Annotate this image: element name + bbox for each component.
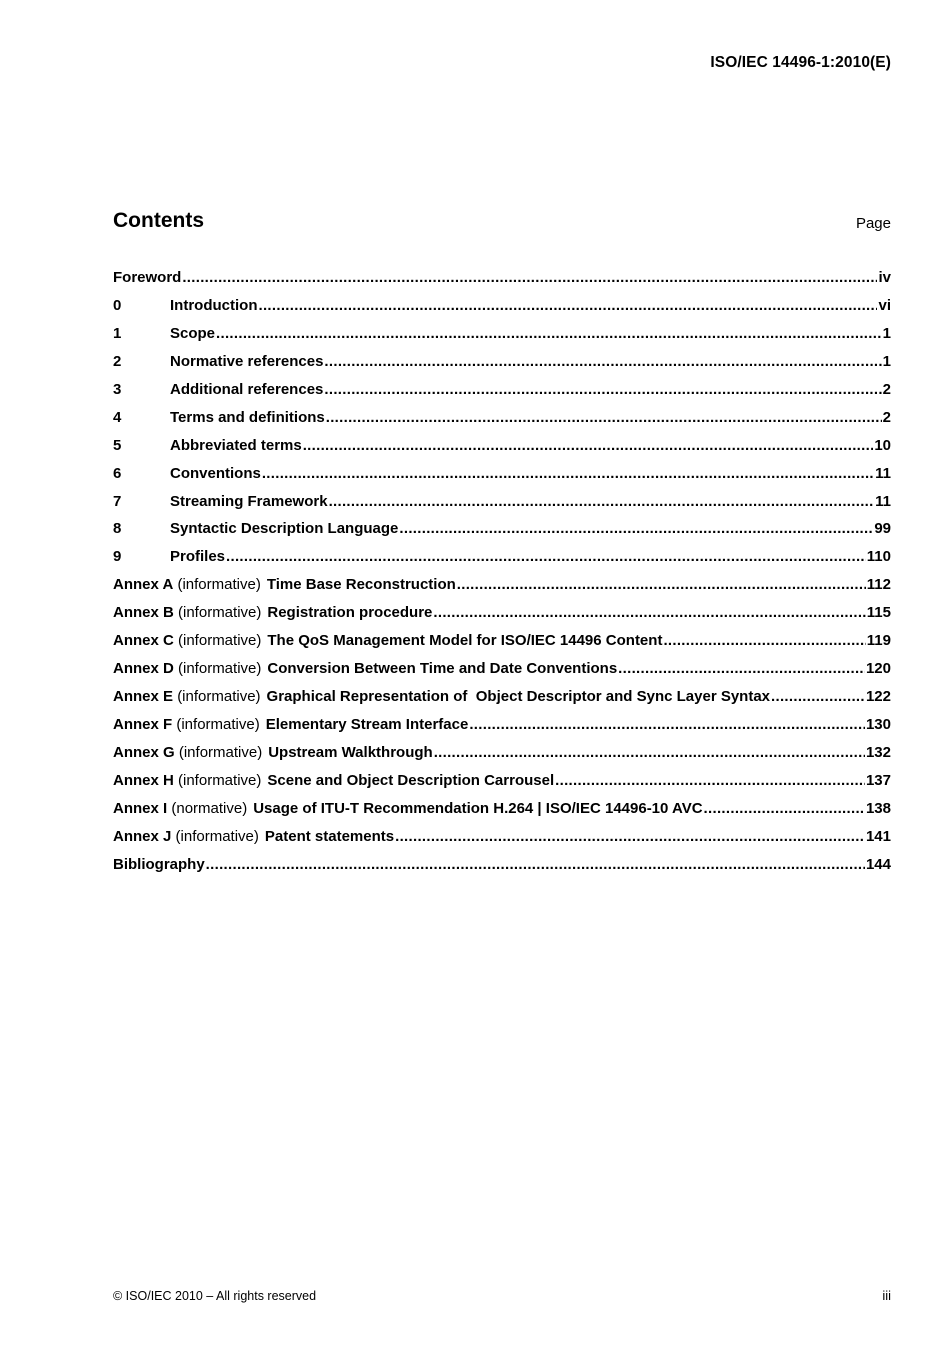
annex-kind: (informative) xyxy=(178,632,262,650)
toc-entry-page: 115 xyxy=(866,604,891,622)
toc-entry-number: 0 xyxy=(113,296,122,314)
toc-entry-page: 99 xyxy=(874,520,891,538)
annex-title: Upstream Walkthrough xyxy=(268,743,433,761)
dot-leader xyxy=(433,603,865,623)
dot-leader xyxy=(216,324,882,344)
toc-entry-label: Profiles xyxy=(170,548,226,566)
dot-leader xyxy=(182,268,877,288)
toc-entry-label: Terms and definitions xyxy=(170,408,325,426)
annex-title: Graphical Representation of Object Descriptor and Sync Layer Syntax xyxy=(266,688,771,706)
copyright-notice: © ISO/IEC 2010 – All rights reserved xyxy=(113,1289,317,1303)
toc-entry-conventions[interactable] xyxy=(113,464,891,492)
toc-entry-page: 2 xyxy=(882,380,891,398)
annex-kind: (informative) xyxy=(177,688,261,706)
toc-entry-number: 5 xyxy=(113,436,122,454)
toc-entry-number: 9 xyxy=(113,548,122,566)
dot-leader xyxy=(324,352,881,372)
annex-kind: (informative) xyxy=(178,660,262,678)
toc-entry-annex-f[interactable] xyxy=(113,715,891,743)
standard-reference: ISO/IEC 14496-1:2010(E) xyxy=(710,54,891,71)
dot-leader xyxy=(704,799,865,819)
page-number: iii xyxy=(882,1288,891,1303)
toc-entry-page: 144 xyxy=(865,855,891,873)
dot-leader xyxy=(457,575,866,595)
toc-entry-page: 110 xyxy=(866,548,891,566)
toc-entry-annex-h[interactable] xyxy=(113,771,891,799)
annex-title: Time Base Reconstruction xyxy=(266,576,456,594)
toc-entry-page: 141 xyxy=(865,827,891,845)
toc-entry-page: 137 xyxy=(865,771,891,789)
table-of-contents xyxy=(113,268,891,883)
toc-entry-page: 112 xyxy=(866,576,891,594)
annex-id: Annex C xyxy=(113,632,174,650)
annex-title: Elementary Stream Interface xyxy=(265,716,469,733)
annex-kind: (informative) xyxy=(178,771,262,789)
toc-entry-label: Abbreviated terms xyxy=(170,436,302,454)
toc-entry-page: 122 xyxy=(865,688,891,706)
toc-entry-page: 130 xyxy=(865,716,891,733)
dot-leader xyxy=(226,547,866,567)
toc-entry-annex-j[interactable] xyxy=(113,827,891,855)
annex-id: Annex I xyxy=(113,799,168,817)
page-column-label: Page xyxy=(855,215,891,232)
dot-leader xyxy=(206,855,865,875)
toc-entry-annex-e[interactable] xyxy=(113,687,891,715)
annex-id: Annex F xyxy=(113,716,173,733)
dot-leader xyxy=(663,631,865,651)
toc-entry-syntactic-description-language[interactable] xyxy=(113,519,891,547)
annex-kind: (normative) xyxy=(171,799,248,817)
toc-entry-bibliography[interactable] xyxy=(113,855,891,883)
dot-leader xyxy=(326,408,882,428)
toc-entry-annex-a[interactable] xyxy=(113,575,891,603)
annex-title: The QoS Management Model for ISO/IEC 14496 Content xyxy=(267,632,663,650)
annex-kind: (informative) xyxy=(177,576,261,594)
dot-leader xyxy=(329,492,875,512)
contents-title: Contents xyxy=(113,209,204,232)
toc-entry-number: 2 xyxy=(113,352,122,370)
annex-title: Patent statements xyxy=(264,827,395,845)
dot-leader xyxy=(262,464,874,484)
annex-id: Annex D xyxy=(113,660,174,678)
toc-entry-annex-d[interactable] xyxy=(113,659,891,687)
toc-entry-annex-g[interactable] xyxy=(113,743,891,771)
annex-title: Scene and Object Description Carrousel xyxy=(267,771,555,789)
toc-entry-label: Conventions xyxy=(170,464,261,482)
annex-id: Annex E xyxy=(113,688,174,706)
toc-entry-label: Scope xyxy=(170,324,216,342)
dot-leader xyxy=(434,743,865,763)
annex-kind: (informative) xyxy=(178,743,263,761)
toc-entry-terms-and-definitions[interactable] xyxy=(113,408,891,436)
toc-entry-number: 4 xyxy=(113,408,122,426)
dot-leader xyxy=(258,296,877,316)
toc-entry-streaming-framework[interactable] xyxy=(113,492,891,520)
toc-entry-label: Syntactic Description Language xyxy=(170,520,399,538)
dot-leader xyxy=(324,380,881,400)
annex-id: Annex A xyxy=(113,576,174,594)
toc-entry-normative-references[interactable] xyxy=(113,352,891,380)
toc-entry-label: Foreword xyxy=(113,269,182,286)
toc-entry-label: Introduction xyxy=(170,296,258,314)
annex-id: Annex B xyxy=(113,604,174,622)
annex-id: Annex G xyxy=(113,743,175,761)
toc-entry-abbreviated-terms[interactable] xyxy=(113,436,891,464)
dot-leader xyxy=(618,659,865,679)
toc-entry-annex-i[interactable] xyxy=(113,799,891,827)
toc-entry-label: Bibliography xyxy=(113,855,205,873)
dot-leader xyxy=(771,687,865,707)
toc-entry-introduction[interactable] xyxy=(113,296,891,324)
toc-entry-number: 3 xyxy=(113,380,122,398)
toc-entry-page: 138 xyxy=(865,799,891,817)
annex-title: Usage of ITU-T Recommendation H.264 | ISO/IEC 14496-10 AVC xyxy=(253,799,703,817)
annex-title: Conversion Between Time and Date Conventions xyxy=(267,660,618,678)
annex-id: Annex J xyxy=(113,827,172,845)
toc-entry-page: 11 xyxy=(875,464,891,482)
dot-leader xyxy=(555,771,865,791)
toc-entry-annex-b[interactable] xyxy=(113,603,891,631)
toc-entry-foreword[interactable] xyxy=(113,268,891,296)
toc-entry-number: 7 xyxy=(113,492,122,510)
toc-entry-page: 119 xyxy=(866,632,891,650)
toc-entry-number: 8 xyxy=(113,520,122,538)
toc-entry-scope[interactable] xyxy=(113,324,891,352)
toc-entry-label: Normative references xyxy=(170,352,324,370)
toc-entry-label: Additional references xyxy=(170,380,324,398)
toc-entry-number: 6 xyxy=(113,464,122,482)
toc-entry-page: 2 xyxy=(882,408,891,426)
toc-entry-label: Streaming Framework xyxy=(170,492,328,510)
dot-leader xyxy=(395,827,865,847)
dot-leader xyxy=(469,715,865,735)
annex-title: Registration procedure xyxy=(267,604,433,622)
toc-entry-page: 11 xyxy=(875,492,891,510)
toc-entry-profiles[interactable] xyxy=(113,547,891,575)
toc-entry-page: 1 xyxy=(882,352,891,370)
toc-entry-page: vi xyxy=(878,296,891,314)
toc-entry-page: 10 xyxy=(874,436,891,454)
annex-kind: (informative) xyxy=(175,827,259,845)
toc-entry-number: 1 xyxy=(113,324,122,342)
toc-entry-page: iv xyxy=(878,269,891,286)
dot-leader xyxy=(399,519,873,539)
toc-entry-additional-references[interactable] xyxy=(113,380,891,408)
toc-entry-page: 132 xyxy=(865,743,891,761)
toc-entry-page: 1 xyxy=(882,324,891,342)
toc-entry-annex-c[interactable] xyxy=(113,631,891,659)
annex-kind: (informative) xyxy=(176,716,260,733)
annex-kind: (informative) xyxy=(178,604,262,622)
dot-leader xyxy=(303,436,874,456)
toc-entry-page: 120 xyxy=(865,660,891,678)
annex-id: Annex H xyxy=(113,771,174,789)
